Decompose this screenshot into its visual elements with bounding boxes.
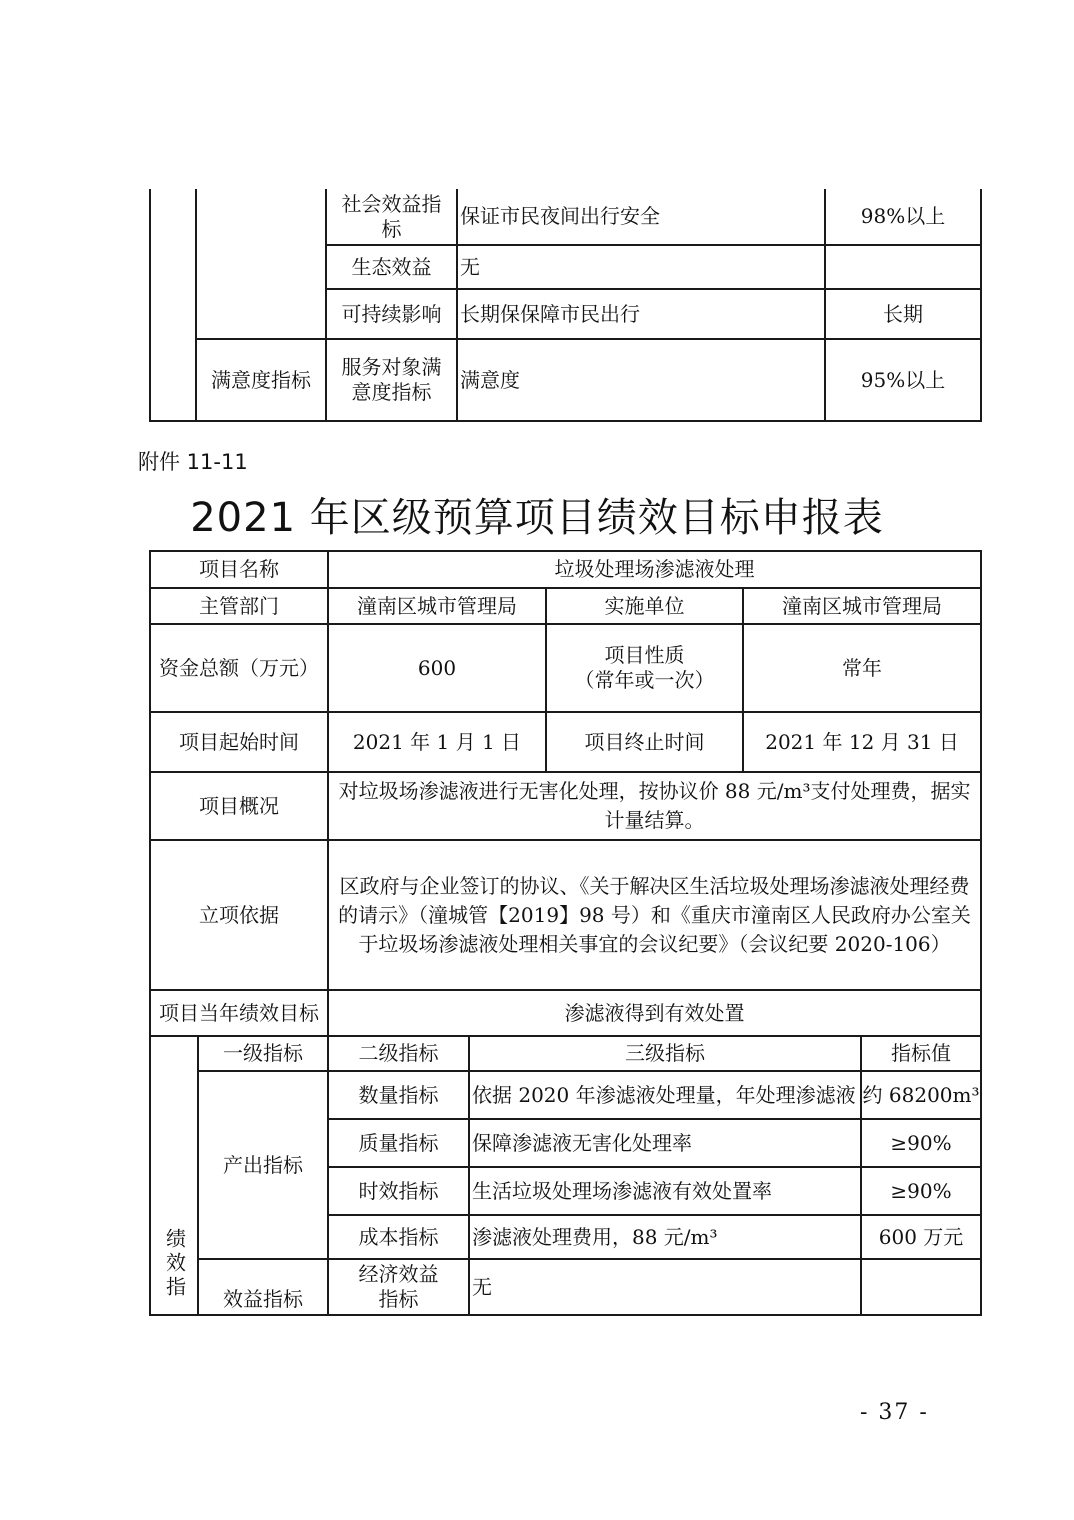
- cont-level2: 满意度指标: [196, 339, 326, 421]
- cont-level3: 可持续影响: [326, 289, 457, 339]
- header-level1: 一级指标: [198, 1036, 328, 1071]
- benefit-desc: 无: [469, 1259, 861, 1315]
- output-desc: 渗滤液处理费用，88 元/m³: [469, 1215, 861, 1259]
- output-value: ≥90%: [861, 1167, 981, 1215]
- cont-value: [825, 245, 981, 289]
- nature-label: [546, 624, 743, 712]
- basis-label: 立项依据: [150, 840, 328, 990]
- output-value: 600 万元: [861, 1215, 981, 1259]
- basis-value: 区政府与企业签订的协议、《关于解决区生活垃圾处理场渗滤液处理经费的请示》（潼城管【2019】98 号）和《重庆市潼南区人民政府办公室关于垃圾场渗滤液处理相关事宜的会议纪要》（会议纪要 2020-106）: [328, 840, 981, 990]
- output-level2: 时效指标: [328, 1167, 469, 1215]
- output-desc: 保障渗滤液无害化处理率: [469, 1119, 861, 1167]
- benefit-level2: 经济效益指标: [328, 1259, 469, 1315]
- project-name: 垃圾处理场渗滤液处理: [328, 551, 981, 588]
- overview-value: 对垃圾场渗滤液进行无害化处理，按协议价 88 元/m³支付处理费，据实计量结算。: [328, 772, 981, 840]
- perf-indicator-label: [150, 1036, 198, 1315]
- nature-label-line2: （常年或一次）: [574, 668, 715, 692]
- continuation-table: [149, 189, 982, 422]
- header-level2: 二级指标: [328, 1036, 469, 1071]
- nature-value: 常年: [743, 624, 981, 712]
- cont-level3: 服务对象满意度指标: [326, 339, 457, 421]
- unit-label: 实施单位: [546, 588, 743, 624]
- benefit-value: [861, 1259, 981, 1315]
- cont-value: 95%以上: [825, 339, 981, 421]
- page-number: - 37 -: [860, 1400, 929, 1425]
- output-desc: 依据 2020 年渗滤液处理量，年处理渗滤液: [469, 1071, 861, 1119]
- cont-desc: 满意度: [457, 339, 825, 421]
- budget-form-table: [149, 550, 982, 1316]
- goal-value: 渗滤液得到有效处置: [328, 990, 981, 1036]
- cont-level3: 社会效益指标: [326, 189, 457, 245]
- perf-indicator-text: 绩效指: [162, 1228, 187, 1300]
- end-label: 项目终止时间: [546, 712, 743, 772]
- cont-level3: 生态效益: [326, 245, 457, 289]
- funds-label: 资金总额（万元）: [150, 624, 328, 712]
- output-label: 产出指标: [198, 1071, 328, 1259]
- cont-value: 98%以上: [825, 189, 981, 245]
- output-value: 约 68200m³: [861, 1071, 981, 1119]
- goal-label: 项目当年绩效目标: [150, 990, 328, 1036]
- header-level3: 三级指标: [469, 1036, 861, 1071]
- output-desc: 生活垃圾处理场渗滤液有效处置率: [469, 1167, 861, 1215]
- nature-label-line1: 项目性质: [604, 643, 685, 667]
- output-value: ≥90%: [861, 1119, 981, 1167]
- end-value: 2021 年 12 月 31 日: [743, 712, 981, 772]
- start-label: 项目起始时间: [150, 712, 328, 772]
- cont-desc: 保证市民夜间出行安全: [457, 189, 825, 245]
- output-level2: 数量指标: [328, 1071, 469, 1119]
- cont-col2: [196, 189, 326, 339]
- project-name-label: 项目名称: [150, 551, 328, 588]
- attachment-label: 附件 11-11: [138, 450, 248, 474]
- cont-desc: 长期保保障市民出行: [457, 289, 825, 339]
- cont-value: 长期: [825, 289, 981, 339]
- benefit-label: 效益指标: [198, 1259, 328, 1315]
- output-level2: 质量指标: [328, 1119, 469, 1167]
- header-value: 指标值: [861, 1036, 981, 1071]
- dept-value: 潼南区城市管理局: [328, 588, 546, 624]
- unit-value: 潼南区城市管理局: [743, 588, 981, 624]
- cont-desc: 无: [457, 245, 825, 289]
- page-title: 2021 年区级预算项目绩效目标申报表: [190, 495, 884, 541]
- funds-value: 600: [328, 624, 546, 712]
- dept-label: 主管部门: [150, 588, 328, 624]
- start-value: 2021 年 1 月 1 日: [328, 712, 546, 772]
- overview-label: 项目概况: [150, 772, 328, 840]
- cont-col1: [150, 189, 196, 421]
- output-level2: 成本指标: [328, 1215, 469, 1259]
